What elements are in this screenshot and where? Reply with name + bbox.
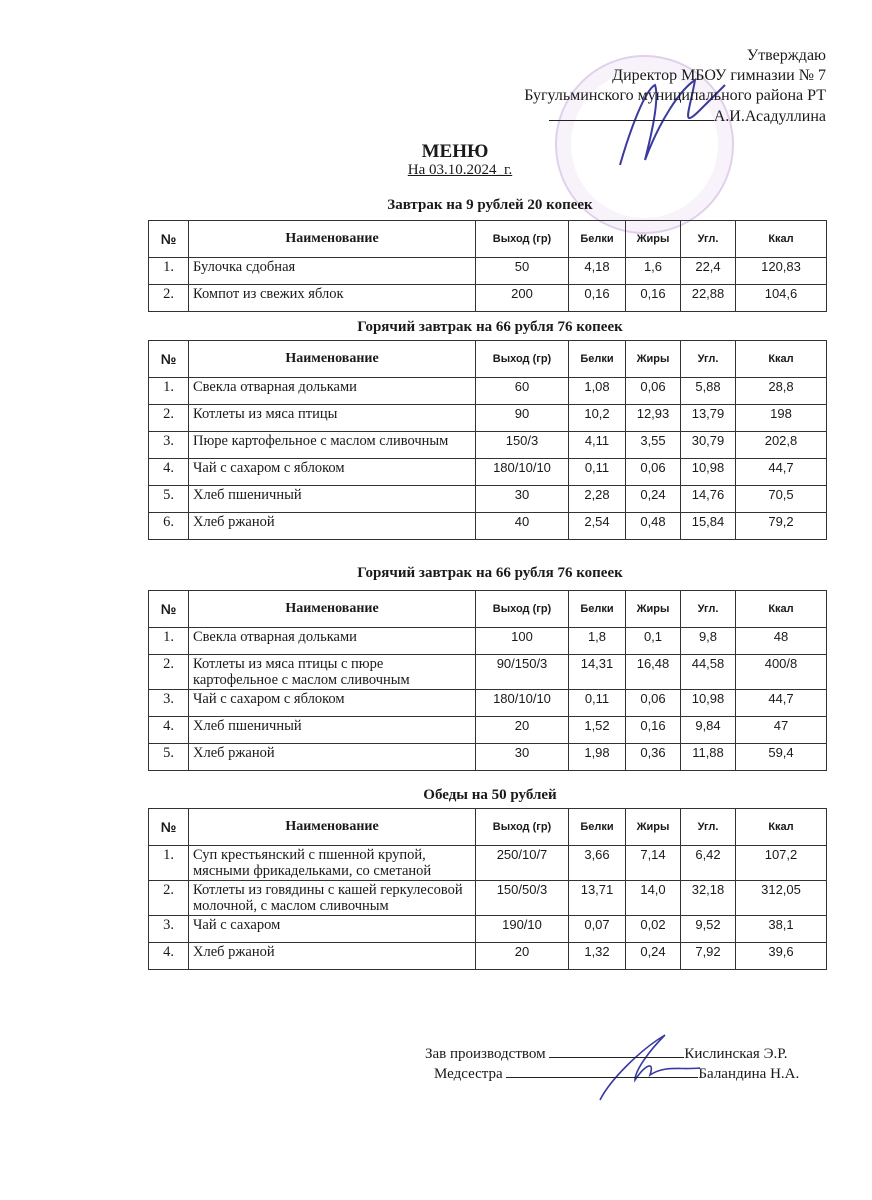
table-row [149, 916, 827, 943]
table-row [149, 513, 827, 540]
column-header: Выход (гр) [476, 591, 569, 628]
dish-name: Котлеты из мяса птицы с пюре картофельное с маслом сливочным [189, 655, 476, 690]
column-header: Белки [569, 221, 626, 258]
nutrition-value: 7,92 [681, 943, 736, 970]
menu-date: На 03.10.2024_г. [407, 162, 513, 178]
column-header: Жиры [626, 809, 681, 846]
nutrition-value: 104,6 [736, 285, 827, 312]
dish-name: Хлеб ржаной [189, 943, 476, 970]
footer-role-production: Зав производством [425, 1046, 546, 1062]
nutrition-value: 200 [476, 285, 569, 312]
table-row [149, 378, 827, 405]
nutrition-value: 312,05 [736, 881, 827, 916]
row-number: 3. [149, 432, 189, 459]
row-number: 1. [149, 628, 189, 655]
nutrition-value: 15,84 [681, 513, 736, 540]
row-number: 2. [149, 405, 189, 432]
row-number: 1. [149, 846, 189, 881]
nutrition-value: 38,1 [736, 916, 827, 943]
dish-name: Чай с сахаром [189, 916, 476, 943]
row-number: 2. [149, 881, 189, 916]
nutrition-value: 0,24 [626, 943, 681, 970]
nutrition-value: 14,31 [569, 655, 626, 690]
row-number: 2. [149, 285, 189, 312]
nutrition-value: 40 [476, 513, 569, 540]
nutrition-value: 0,06 [626, 459, 681, 486]
table-row [149, 432, 827, 459]
column-header: Угл. [681, 809, 736, 846]
nutrition-value: 44,58 [681, 655, 736, 690]
nutrition-value: 100 [476, 628, 569, 655]
dish-name: Чай с сахаром с яблоком [189, 459, 476, 486]
row-number: 4. [149, 943, 189, 970]
page-title: МЕНЮ [421, 141, 489, 162]
nutrition-value: 1,32 [569, 943, 626, 970]
menu-table [148, 340, 827, 540]
nutrition-value: 39,6 [736, 943, 827, 970]
nutrition-value: 90 [476, 405, 569, 432]
dish-name: Котлеты из говядины с кашей геркулесовой молочной, с маслом сливочным [189, 881, 476, 916]
column-header: Угл. [681, 341, 736, 378]
table-row [149, 717, 827, 744]
signature-line [549, 1044, 684, 1058]
table-row [149, 405, 827, 432]
nutrition-value: 0,11 [569, 690, 626, 717]
table-row [149, 486, 827, 513]
dish-name: Булочка сдобная [189, 258, 476, 285]
nutrition-value: 107,2 [736, 846, 827, 881]
nutrition-value: 180/10/10 [476, 690, 569, 717]
nutrition-value: 0,48 [626, 513, 681, 540]
nutrition-value: 90/150/3 [476, 655, 569, 690]
nutrition-value: 198 [736, 405, 827, 432]
nutrition-value: 0,16 [626, 285, 681, 312]
footer-role-nurse: Медсестра [434, 1066, 503, 1082]
nutrition-value: 0,06 [626, 690, 681, 717]
nutrition-value: 0,24 [626, 486, 681, 513]
nutrition-value: 202,8 [736, 432, 827, 459]
table-header-row [149, 221, 827, 258]
column-header: Выход (гр) [476, 341, 569, 378]
approval-block [524, 46, 826, 127]
column-header: Выход (гр) [476, 221, 569, 258]
nutrition-value: 4,18 [569, 258, 626, 285]
row-number: 4. [149, 459, 189, 486]
nutrition-value: 1,98 [569, 744, 626, 771]
column-header: № [149, 809, 189, 846]
section-title: Обеды на 50 рублей [423, 787, 557, 803]
nutrition-value: 0,36 [626, 744, 681, 771]
table-row [149, 258, 827, 285]
column-header: Ккал [736, 341, 827, 378]
nutrition-value: 48 [736, 628, 827, 655]
dish-name: Свекла отварная дольками [189, 378, 476, 405]
menu-table [148, 590, 827, 771]
dish-name: Котлеты из мяса птицы [189, 405, 476, 432]
nutrition-value: 9,8 [681, 628, 736, 655]
nutrition-value: 5,88 [681, 378, 736, 405]
nutrition-value: 10,98 [681, 690, 736, 717]
nutrition-value: 12,93 [626, 405, 681, 432]
nutrition-value: 20 [476, 717, 569, 744]
nutrition-value: 180/10/10 [476, 459, 569, 486]
menu-table [148, 220, 827, 312]
dish-name: Компот из свежих яблок [189, 285, 476, 312]
nutrition-value: 150/3 [476, 432, 569, 459]
nutrition-value: 59,4 [736, 744, 827, 771]
column-header: Ккал [736, 809, 827, 846]
approval-signer: А.И.Асадуллина [713, 108, 826, 125]
column-header: Наименование [189, 221, 476, 258]
column-header: Угл. [681, 221, 736, 258]
dish-name: Чай с сахаром с яблоком [189, 690, 476, 717]
nutrition-value: 0,16 [626, 717, 681, 744]
nutrition-value: 30,79 [681, 432, 736, 459]
nutrition-value: 10,2 [569, 405, 626, 432]
row-number: 3. [149, 690, 189, 717]
table-header-row [149, 341, 827, 378]
nutrition-value: 400/8 [736, 655, 827, 690]
nutrition-value: 0,16 [569, 285, 626, 312]
nutrition-value: 190/10 [476, 916, 569, 943]
row-number: 1. [149, 378, 189, 405]
column-header: Наименование [189, 591, 476, 628]
row-number: 1. [149, 258, 189, 285]
menu-table [148, 808, 827, 970]
nutrition-value: 150/50/3 [476, 881, 569, 916]
row-number: 3. [149, 916, 189, 943]
signature-line [506, 1064, 698, 1078]
nutrition-value: 9,52 [681, 916, 736, 943]
nutrition-value: 14,76 [681, 486, 736, 513]
column-header: Белки [569, 809, 626, 846]
column-header: Жиры [626, 591, 681, 628]
nutrition-value: 70,5 [736, 486, 827, 513]
column-header: № [149, 341, 189, 378]
nutrition-value: 44,7 [736, 690, 827, 717]
approval-position: Директор МБОУ гимназии № 7 [612, 67, 826, 84]
nutrition-value: 32,18 [681, 881, 736, 916]
approval-district: Бугульминского муниципального района РТ [524, 87, 826, 104]
table-row [149, 690, 827, 717]
dish-name: Хлеб ржаной [189, 513, 476, 540]
nutrition-value: 22,88 [681, 285, 736, 312]
nutrition-value: 11,88 [681, 744, 736, 771]
nutrition-value: 4,11 [569, 432, 626, 459]
nutrition-value: 0,07 [569, 916, 626, 943]
column-header: Белки [569, 591, 626, 628]
signature-line [549, 106, 714, 121]
table-row [149, 846, 827, 881]
nutrition-value: 30 [476, 486, 569, 513]
dish-name: Хлеб пшеничный [189, 486, 476, 513]
nutrition-value: 47 [736, 717, 827, 744]
table-row [149, 655, 827, 690]
nutrition-value: 250/10/7 [476, 846, 569, 881]
table-row [149, 744, 827, 771]
column-header: Ккал [736, 221, 827, 258]
footer-signatures [425, 1044, 799, 1084]
table-row [149, 285, 827, 312]
column-header: Наименование [189, 341, 476, 378]
section-title: Горячий завтрак на 66 рубля 76 копеек [357, 565, 623, 581]
nutrition-value: 14,0 [626, 881, 681, 916]
nutrition-value: 3,55 [626, 432, 681, 459]
nutrition-value: 0,1 [626, 628, 681, 655]
column-header: Жиры [626, 341, 681, 378]
table-row [149, 459, 827, 486]
table-row [149, 943, 827, 970]
nutrition-value: 13,71 [569, 881, 626, 916]
nutrition-value: 20 [476, 943, 569, 970]
section-title: Горячий завтрак на 66 рубля 76 копеек [357, 319, 623, 335]
nutrition-value: 16,48 [626, 655, 681, 690]
dish-name: Хлеб пшеничный [189, 717, 476, 744]
column-header: Выход (гр) [476, 809, 569, 846]
dish-name: Пюре картофельное с маслом сливочным [189, 432, 476, 459]
row-number: 6. [149, 513, 189, 540]
nutrition-value: 10,98 [681, 459, 736, 486]
table-header-row [149, 809, 827, 846]
table-row [149, 628, 827, 655]
nutrition-value: 1,52 [569, 717, 626, 744]
nutrition-value: 44,7 [736, 459, 827, 486]
nutrition-value: 1,8 [569, 628, 626, 655]
nutrition-value: 0,06 [626, 378, 681, 405]
approval-label: Утверждаю [746, 47, 826, 64]
nutrition-value: 6,42 [681, 846, 736, 881]
column-header: Белки [569, 341, 626, 378]
nutrition-value: 0,11 [569, 459, 626, 486]
row-number: 5. [149, 486, 189, 513]
nutrition-value: 30 [476, 744, 569, 771]
nutrition-value: 0,02 [626, 916, 681, 943]
nutrition-value: 22,4 [681, 258, 736, 285]
nutrition-value: 28,8 [736, 378, 827, 405]
nutrition-value: 13,79 [681, 405, 736, 432]
table-row [149, 881, 827, 916]
section-title: Завтрак на 9 рублей 20 копеек [387, 197, 593, 213]
column-header: Наименование [189, 809, 476, 846]
nutrition-value: 2,54 [569, 513, 626, 540]
nutrition-value: 60 [476, 378, 569, 405]
row-number: 5. [149, 744, 189, 771]
column-header: Жиры [626, 221, 681, 258]
column-header: № [149, 221, 189, 258]
nutrition-value: 1,6 [626, 258, 681, 285]
column-header: № [149, 591, 189, 628]
nutrition-value: 120,83 [736, 258, 827, 285]
nutrition-value: 1,08 [569, 378, 626, 405]
dish-name: Хлеб ржаной [189, 744, 476, 771]
row-number: 4. [149, 717, 189, 744]
footer-name-production: Кислинская Э.Р. [684, 1046, 788, 1062]
nutrition-value: 79,2 [736, 513, 827, 540]
dish-name: Суп крестьянский с пшенной крупой, мясными фрикадельками, со сметаной [189, 846, 476, 881]
nutrition-value: 2,28 [569, 486, 626, 513]
footer-name-nurse: Баландина Н.А. [698, 1066, 800, 1082]
dish-name: Свекла отварная дольками [189, 628, 476, 655]
table-header-row [149, 591, 827, 628]
column-header: Ккал [736, 591, 827, 628]
column-header: Угл. [681, 591, 736, 628]
nutrition-value: 50 [476, 258, 569, 285]
nutrition-value: 7,14 [626, 846, 681, 881]
nutrition-value: 9,84 [681, 717, 736, 744]
nutrition-value: 3,66 [569, 846, 626, 881]
row-number: 2. [149, 655, 189, 690]
